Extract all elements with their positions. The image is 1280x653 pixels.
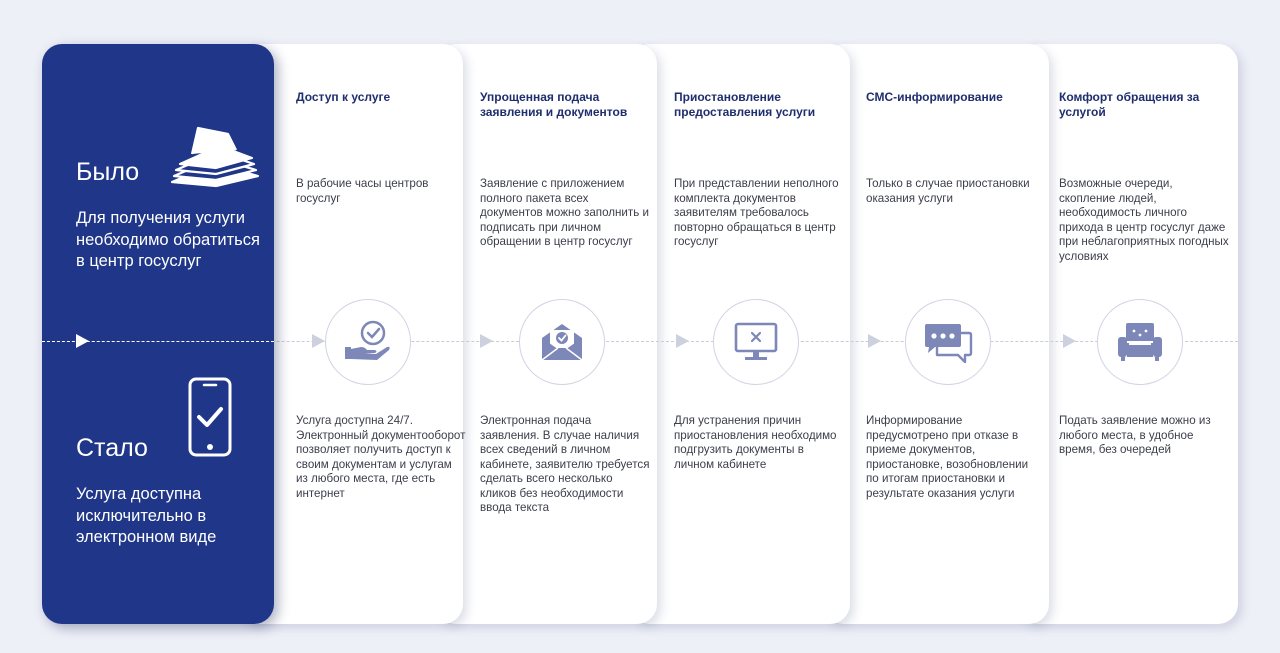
hand-check-icon [343, 319, 393, 365]
column-icon-circle [713, 299, 799, 385]
now-title: Стало [76, 434, 148, 462]
now-description: Услуга доступна исключительно в электронном виде [76, 485, 217, 546]
was-title: Было [76, 158, 140, 186]
column-was-text: При представлении неполного комплекта документов заявителям требовалось повторно обращаться в центр госуслуг [674, 177, 839, 248]
column-icon-circle [905, 299, 991, 385]
column-was-text: Только в случае приостановки оказания услуги [866, 177, 1030, 205]
arrow-icon [676, 334, 689, 348]
smartphone-check-icon [188, 377, 232, 457]
was-description: Для получения услуги необходимо обратиться в центр госуслуг [76, 209, 260, 270]
column-now-text: Электронная подача заявления. В случае наличия всех сведений в личном кабинете, заявителю требуется сделать всего несколько кликов без необходимости ввода текста [480, 414, 650, 514]
arrow-icon [480, 334, 493, 348]
column-title: СМС-информирование [866, 90, 1003, 104]
paper-stack-icon [170, 124, 260, 188]
column-now-text: Подать заявление можно из любого места, в удобное время, без очередей [1059, 414, 1211, 456]
arrow-icon [1063, 334, 1076, 348]
column-was-text: Заявление с приложением полного пакета всех документов можно заполнить и подписать при личном обращении в центр госуслуг [480, 177, 649, 248]
monitor-error-icon [734, 322, 778, 362]
column-icon-circle [1097, 299, 1183, 385]
column-icon-circle [325, 299, 411, 385]
armchair-icon [1116, 321, 1164, 363]
envelope-check-icon [539, 322, 585, 362]
column-was-text: В рабочие часы центров госуслуг [296, 177, 429, 205]
column-title: Упрощенная подача заявления и документов [480, 90, 628, 119]
chat-bubbles-icon [923, 321, 973, 363]
column-icon-circle [519, 299, 605, 385]
column-now-text: Информирование предусмотрено при отказе в приеме документов, приостановке, возобновлении по итогам приостановки и результате оказания услуги [866, 414, 1029, 500]
arrow-icon [868, 334, 881, 348]
column-title: Доступ к услуге [296, 90, 391, 104]
arrow-icon [76, 334, 89, 348]
column-title: Комфорт обращения за услугой [1059, 90, 1200, 119]
column-now-text: Для устранения причин приостановления необходимо подгрузить документы в личном кабинете [674, 414, 837, 471]
column-now-text: Услуга доступна 24/7. Электронный документооборот позволяет получить доступ к своим документам и услугам из любого места, где есть интернет [296, 414, 466, 500]
column-was-text: Возможные очереди, скопление людей, необходимость личного прихода в центр госуслуг даже при неблагоприятных погодных условиях [1059, 177, 1229, 263]
arrow-icon [312, 334, 325, 348]
column-title: Приостановление предоставления услуги [674, 90, 816, 119]
